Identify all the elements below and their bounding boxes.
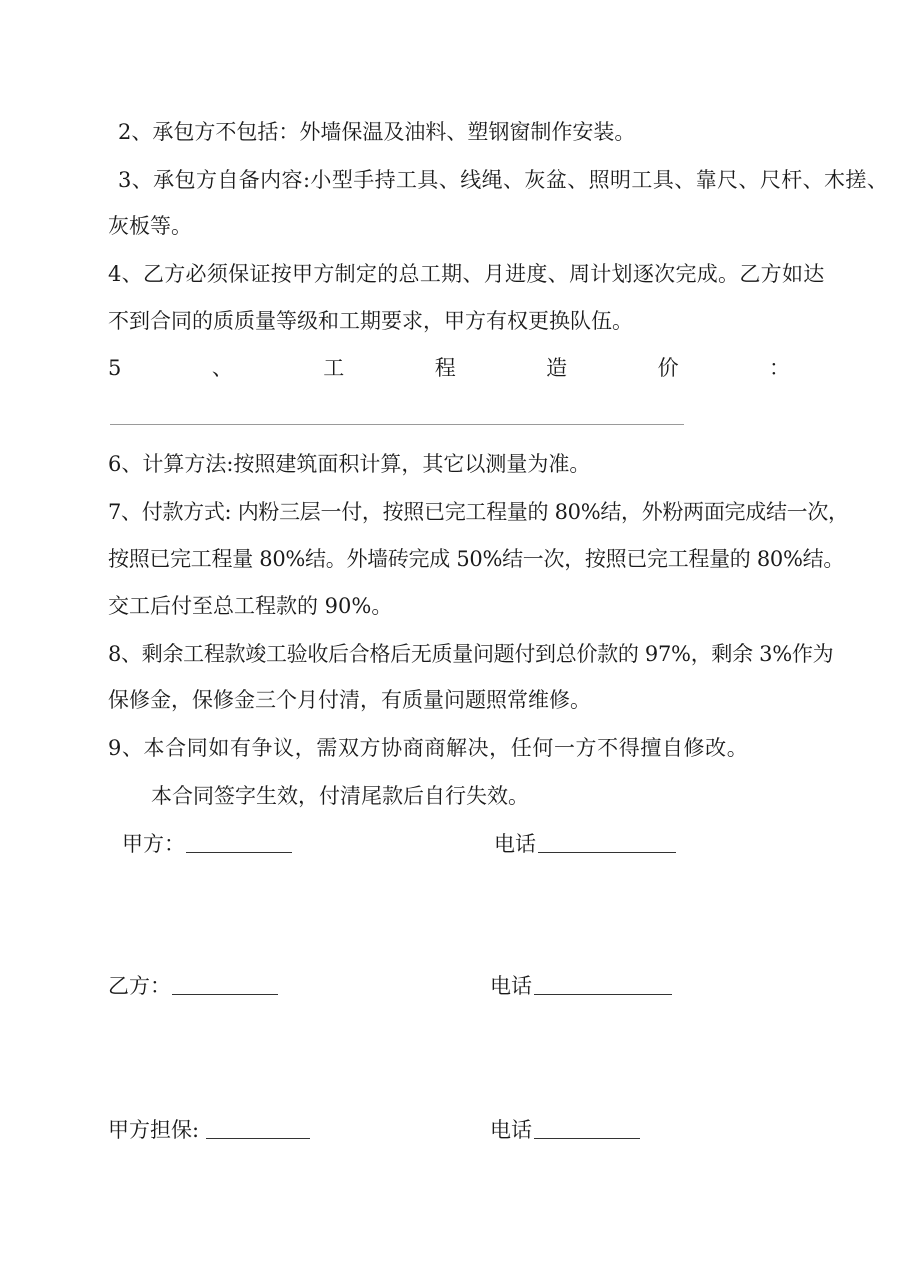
clause-5-char: 程 (434, 356, 456, 380)
party-a-label: 甲方： (122, 832, 185, 856)
party-b-phone-blank[interactable] (534, 994, 672, 995)
clause-6: 6、计算方法:按照建筑面积计算，其它以测量为准。 (108, 452, 591, 476)
clause-5-char: 工 (323, 356, 345, 380)
clause-7-line-2: 按照已完工程量 80%结。外墙砖完成 50%结一次，按照已完工程量的 80%结。 (108, 547, 845, 571)
clause-3-line-1: 3、承包方自备内容:小型手持工具、线绳、灰盆、照明工具、靠尺、尺杆、木搓、 (118, 168, 889, 192)
clause-4-line-1: 4、乙方必须保证按甲方制定的总工期、月进度、周计划逐次完成。乙方如达 (108, 262, 825, 286)
clause-9: 9、本合同如有争议，需双方协商商解决，任何一方不得擅自修改。 (108, 736, 749, 760)
party-b-label: 乙方： (108, 974, 171, 998)
guarantor-phone-label: 电话 (490, 1118, 532, 1142)
clause-4-line-2: 不到合同的质质量等级和工期要求，甲方有权更换队伍。 (108, 309, 633, 333)
clause-2: 2、承包方不包括：外墙保温及油料、塑钢窗制作安装。 (118, 120, 636, 144)
clause-5-char: 5 (108, 356, 122, 380)
guarantor-label: 甲方担保: (108, 1118, 200, 1142)
party-a-phone-blank[interactable] (538, 852, 676, 853)
effect-clause: 本合同签字生效，付清尾款后自行失效。 (151, 784, 529, 808)
clause-3-line-2: 灰板等。 (108, 214, 192, 238)
clause-8-line-1: 8、剩余工程款竣工验收后合格后无质量问题付到总价款的 97%，剩余 3%作为 (108, 642, 834, 666)
party-a-phone-label: 电话 (494, 832, 536, 856)
clause-5-char: ： (769, 356, 790, 380)
clause-7-line-3: 交工后付至总工程款的 90%。 (108, 594, 393, 618)
clause-5-char: 、 (211, 356, 233, 380)
clause-8-line-2: 保修金，保修金三个月付清，有质量问题照常维修。 (108, 688, 591, 712)
guarantor-blank[interactable] (206, 1138, 310, 1139)
clause-7-line-1: 7、付款方式: 内粉三层一付，按照已完工程量的 80%结，外粉两面完成结一次， (108, 500, 849, 524)
clause-5-price (108, 354, 790, 382)
clause-5-char: 造 (546, 356, 568, 380)
party-a-blank[interactable] (186, 852, 292, 853)
price-blank-line (110, 424, 684, 425)
party-b-phone-label: 电话 (490, 974, 532, 998)
clause-5-char: 价 (657, 356, 679, 380)
party-b-blank[interactable] (172, 994, 278, 995)
guarantor-phone-blank[interactable] (534, 1138, 640, 1139)
